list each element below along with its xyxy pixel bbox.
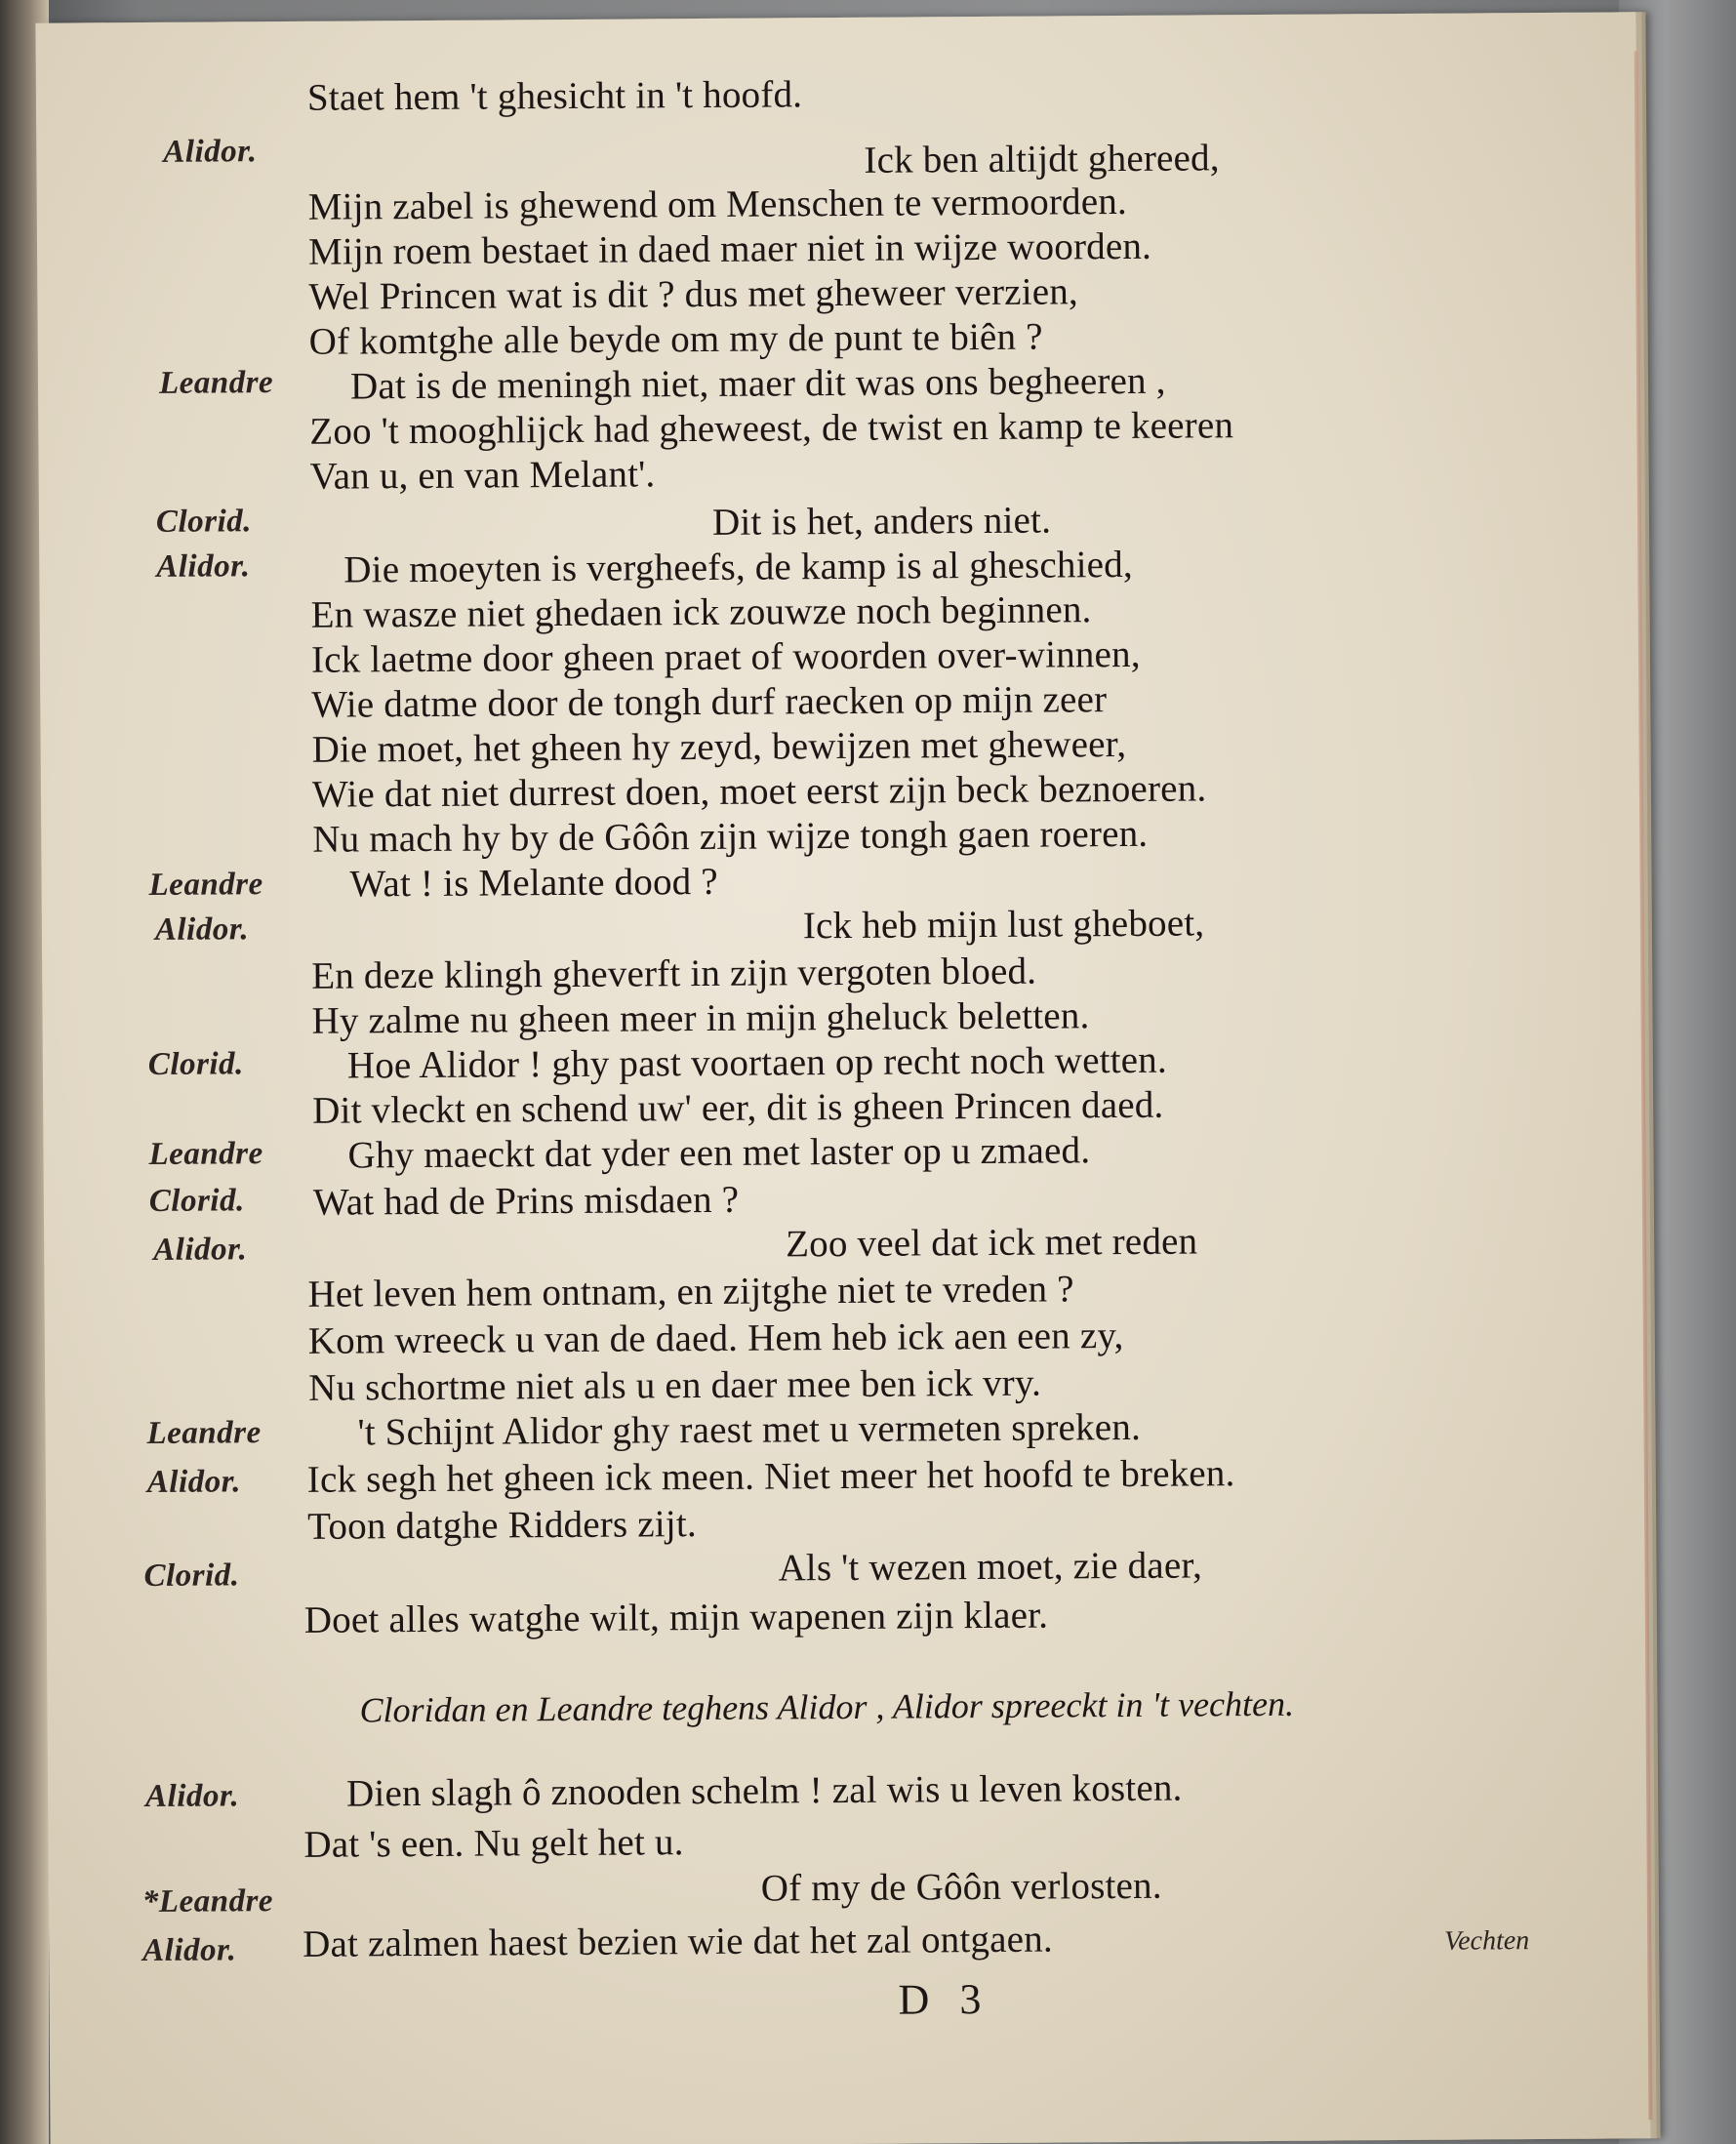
speaker-label: Alidor. bbox=[163, 134, 258, 170]
verse-line: Die moeyten is vergheefs, de kamp is al gheschied, bbox=[343, 543, 1134, 591]
speaker-label: *Leandre bbox=[141, 1883, 274, 1921]
verse-line: En deze klingh gheverft in zijn vergoten bloed. bbox=[311, 950, 1037, 997]
verse-line: Wat ! is Melante dood ? bbox=[349, 860, 719, 906]
verse-line: En wasze niet ghedaen ick zouwze noch beginnen. bbox=[310, 588, 1092, 636]
speaker-label: Alidor. bbox=[142, 1932, 237, 1969]
verse-line: 't Schijnt Alidor ghy raest met u vermeten spreken. bbox=[357, 1405, 1142, 1454]
speaker-label: Clorid. bbox=[143, 1557, 240, 1595]
verse-line: Mijn zabel is ghewend om Menschen te vermoorden. bbox=[307, 180, 1128, 228]
verse-line: Wie datme door de tongh durf raecken op mijn zeer bbox=[311, 678, 1108, 726]
speaker-label: Clorid. bbox=[155, 504, 253, 540]
verse-line: Dien slagh ô znooden schelm ! zal wis u leven kosten. bbox=[345, 1766, 1183, 1815]
verse-line: Doet alles watghe wilt, mijn wapenen zijn klaer. bbox=[303, 1594, 1049, 1641]
verse-line: Kom wreeck u van de daed. Hem heb ick aen een zy, bbox=[307, 1314, 1124, 1362]
verse-line: Zoo 't mooghlijck had gheweest, de twist en kamp te keeren bbox=[309, 404, 1234, 453]
verse-line: Mijn roem bestaet in daed maer niet in wijze woorden. bbox=[307, 224, 1152, 273]
verse-line: Ick ben altijdt ghereed, bbox=[864, 137, 1220, 182]
verse-line: Ick segh het gheen ick meen. Niet meer het hoofd te breken. bbox=[306, 1452, 1235, 1501]
verse-line: Ick heb mijn lust gheboet, bbox=[802, 902, 1205, 948]
verse-line: Wie dat niet durrest doen, moet eerst zijn beck beznoeren. bbox=[311, 767, 1207, 816]
speaker-label: Alidor. bbox=[154, 911, 250, 948]
speaker-label: Alidor. bbox=[144, 1778, 240, 1815]
verse-line: Dit vleckt en schend uw' eer, dit is gheen Princen daed. bbox=[312, 1083, 1164, 1132]
verse-line: Of my de Gôôn verlosten. bbox=[760, 1864, 1162, 1910]
speaker-label: Leandre bbox=[148, 867, 263, 903]
speaker-label: Leandre bbox=[158, 365, 274, 401]
verse-line: Zoo veel dat ick met reden bbox=[786, 1220, 1198, 1266]
verse-line: Het leven hem ontnam, en zijtghe niet te vreden ? bbox=[307, 1268, 1074, 1315]
verse-line: Nu mach hy by de Gôôn zijn wijze tongh gaen roeren. bbox=[312, 812, 1149, 861]
verse-line: Nu schortme niet als u en daer mee ben ick vry. bbox=[308, 1361, 1042, 1409]
verse-line: Wel Princen wat is dit ? dus met gheweer verzien, bbox=[308, 270, 1079, 318]
speaker-label: Leandre bbox=[146, 1415, 262, 1451]
verse-line: Hoe Alidor ! ghy past voortaen op recht noch wetten. bbox=[346, 1038, 1168, 1087]
verse-line: Dat is de meningh niet, maer dit was ons begheeren , bbox=[349, 359, 1166, 408]
verse-line: Staet hem 't ghesicht in 't hoofd. bbox=[306, 73, 803, 119]
verse-line: Dat 's een. Nu gelt het u. bbox=[303, 1821, 684, 1866]
speaker-label: Alidor. bbox=[146, 1464, 242, 1500]
speaker-label: Alidor. bbox=[156, 548, 251, 585]
verse-line: Ghy maeckt dat yder een met laster op u zmaed. bbox=[347, 1129, 1091, 1177]
verse-line: Toon datghe Ridders zijt. bbox=[307, 1503, 698, 1548]
verse-line: Hy zalme nu gheen meer in mijn gheluck beletten. bbox=[311, 994, 1090, 1042]
verse-line: Van u, en van Melant'. bbox=[309, 453, 656, 498]
speaker-label: Clorid. bbox=[147, 1046, 244, 1082]
speaker-label: Leandre bbox=[148, 1136, 263, 1172]
margin-note: Vechten bbox=[1444, 1925, 1530, 1957]
verse-line: Die moet, het gheen hy zeyd, bewijzen met gheweer, bbox=[311, 722, 1127, 771]
speaker-label: Alidor. bbox=[153, 1232, 248, 1268]
verse-line: Dit is het, anders niet. bbox=[711, 499, 1052, 544]
signature-mark: D 3 bbox=[898, 1974, 991, 2024]
verse-line: Wat had de Prins misdaen ? bbox=[312, 1178, 740, 1224]
verse-line: Ick laetme door gheen praet of woorden over-winnen, bbox=[310, 632, 1141, 681]
verse-line: Of komtghe alle beyde om my de punt te biên ? bbox=[308, 315, 1043, 363]
book-page bbox=[35, 12, 1650, 2144]
stage-direction: Cloridan en Leandre teghens Alidor , Alidor spreeckt in 't vechten. bbox=[359, 1683, 1295, 1730]
verse-line: Als 't wezen moet, zie daer, bbox=[778, 1544, 1203, 1590]
speaker-label: Clorid. bbox=[148, 1183, 245, 1219]
verse-line: Dat zalmen haest bezien wie dat het zal ontgaen. bbox=[303, 1918, 1053, 1965]
